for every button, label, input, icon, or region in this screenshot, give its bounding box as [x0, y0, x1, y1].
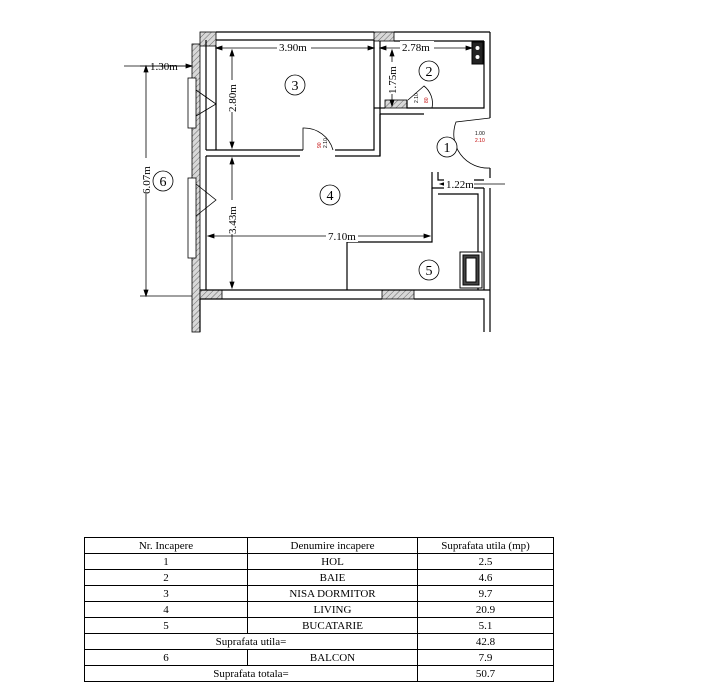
cell-area: 5.1	[418, 618, 554, 634]
bath-door-label-height: 2.10	[414, 93, 420, 103]
subtotal-row	[85, 634, 554, 650]
subtotal-value: 42.8	[418, 634, 554, 650]
table-row	[85, 554, 554, 570]
bath-door-arc	[408, 86, 432, 108]
cell-area: 2.5	[418, 554, 554, 570]
table-row	[85, 586, 554, 602]
room-number-6: 6	[159, 175, 167, 190]
cell-number: 5	[85, 618, 248, 634]
subtotal-label: Suprafata utila=	[85, 634, 418, 650]
cell-name: BAIE	[248, 570, 418, 586]
wall-top-middle-block	[374, 32, 394, 41]
cell-area: 9.7	[418, 586, 554, 602]
room-number-2: 2	[425, 65, 433, 80]
entry-door-label-width: 1.00	[475, 131, 485, 137]
dim-bedroom-height: 2.80m	[227, 84, 239, 112]
stove-icon	[472, 42, 483, 64]
dim-total-height: 6.07m	[141, 166, 153, 194]
cell-name: BALCON	[248, 650, 418, 666]
dim-bath-height: 1.75m	[387, 66, 399, 94]
wall-bath-block	[385, 100, 407, 108]
table-row	[85, 570, 554, 586]
cell-area: 4.6	[418, 570, 554, 586]
header-room-name: Denumire incapere	[248, 538, 418, 554]
table-row	[85, 618, 554, 634]
total-row	[85, 666, 554, 682]
dim-bath-width: 2.78m	[402, 42, 430, 54]
dim-living-height: 3.43m	[227, 206, 239, 234]
table-header-row	[85, 538, 554, 554]
balcony-row	[85, 650, 554, 666]
room-number-4: 4	[326, 189, 334, 204]
area-table	[84, 537, 554, 682]
bedroom-door-label-height: 2.10	[323, 138, 329, 148]
dimension-lines	[124, 46, 505, 296]
cell-name: NISA DORMITOR	[248, 586, 418, 602]
wall-bottom-left-block	[200, 290, 222, 299]
room-number-3: 3	[291, 79, 299, 94]
wall-top-left-block	[200, 32, 216, 46]
cell-name: HOL	[248, 554, 418, 570]
room-number-5: 5	[425, 264, 433, 279]
dim-living-width: 7.10m	[328, 231, 356, 243]
bedroom-door-label-width: 90	[317, 142, 323, 148]
dim-balcony-width: 1.30m	[150, 61, 178, 73]
header-area: Suprafata utila (mp)	[418, 538, 554, 554]
room-number-texts	[160, 65, 451, 279]
dim-hall-width: 1.22m	[446, 179, 474, 191]
cell-name: BUCATARIE	[248, 618, 418, 634]
wall-bottom-window-block	[382, 290, 414, 299]
fixtures	[460, 42, 483, 288]
cell-name: LIVING	[248, 602, 418, 618]
entry-door-label-height: 2.10	[475, 138, 485, 144]
bath-door-label-width: 80	[424, 97, 430, 103]
window-left-upper	[188, 78, 196, 128]
window-left-lower	[188, 178, 196, 258]
cell-number: 3	[85, 586, 248, 602]
total-label: Suprafata totala=	[85, 666, 418, 682]
cell-number: 2	[85, 570, 248, 586]
cell-area: 7.9	[418, 650, 554, 666]
room-number-1: 1	[443, 141, 451, 156]
cell-number: 1	[85, 554, 248, 570]
total-value: 50.7	[418, 666, 554, 682]
header-room-number: Nr. Incapere	[85, 538, 248, 554]
dim-bedroom-width: 3.90m	[279, 42, 307, 54]
cell-number: 6	[85, 650, 248, 666]
cell-area: 20.9	[418, 602, 554, 618]
cell-number: 4	[85, 602, 248, 618]
table-row	[85, 602, 554, 618]
